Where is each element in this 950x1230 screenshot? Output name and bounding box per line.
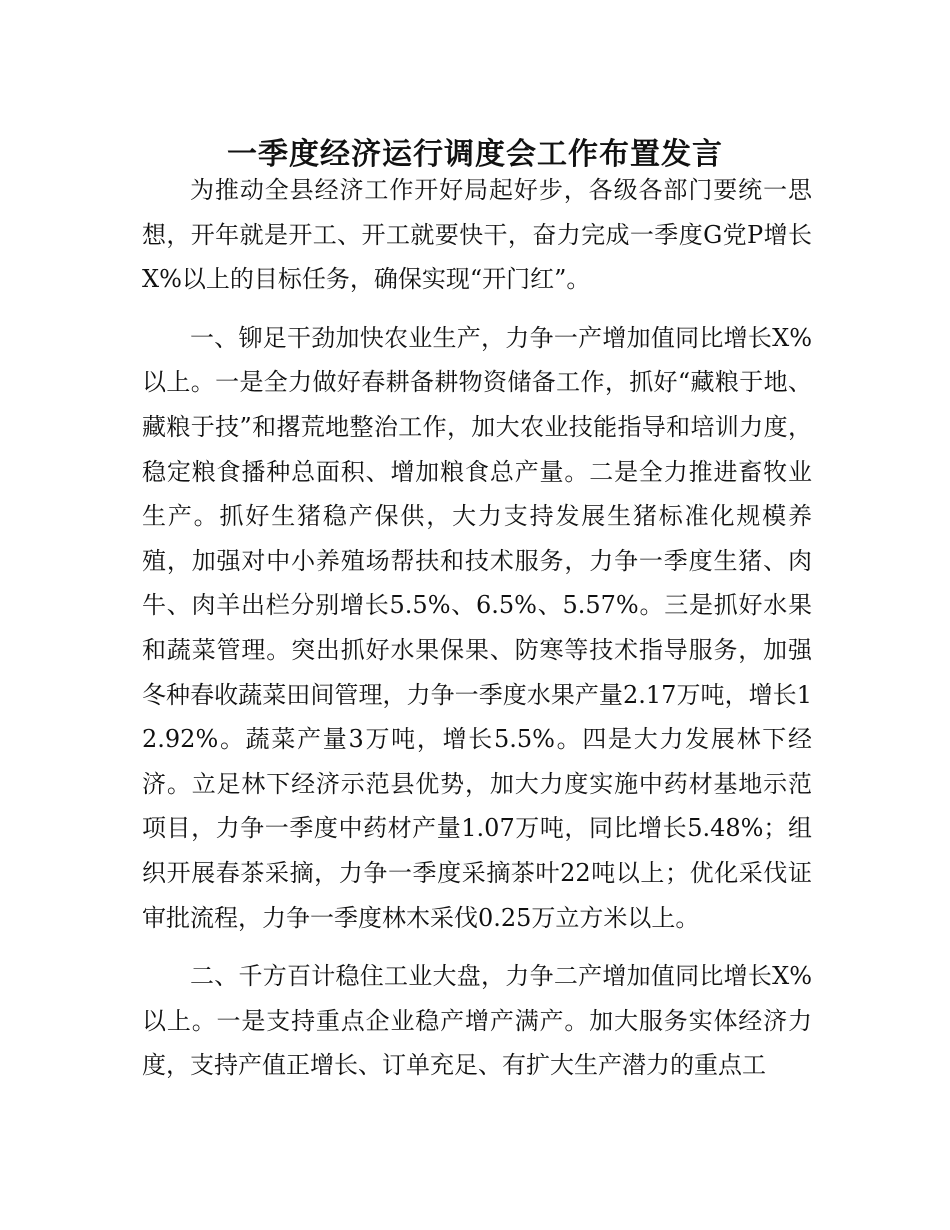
paragraph-industry: 二、千方百计稳住工业大盘，力争二产增加值同比增长X%以上。一是支持重点企业稳产增产满产。加大服务实体经济力度，支持产值正增长、订单充足、有扩大生产潜力的重点工 [142,962,812,1080]
paragraph-intro: 为推动全县经济工作开好局起好步，各级各部门要统一思想，开年就是开工、开工就要快干，奋力完成一季度G党P增长X%以上的目标任务，确保实现“开门红”。 [142,176,812,294]
paragraph-agriculture: 一、铆足干劲加快农业生产，力争一产增加值同比增长X%以上。一是全力做好春耕备耕物资储备工作，抓好“藏粮于地、藏粮于技”和撂荒地整治工作，加大农业技能指导和培训力度，稳定粮食播种总面积、增加粮食总产量。二是全力推进畜牧业生产。抓好生猪稳产保供，大力支持发展生猪标准化规模养殖，加强对中小养殖场帮扶和技术服务，力争一季度生猪、肉牛、肉羊出栏分别增长5.5%、6.5%、5.57%。三是抓好水果和蔬菜管理。突出抓好水果保果、防寒等技术指导服务，加强冬种春收蔬菜田间管理，力争一季度水果产量2.17万吨，增长12.92%。蔬菜产量3万吨，增长5.5%。四是大力发展林下经济。立足林下经济示范县优势，加大力度实施中药材基地示范项目，力争一季度中药材产量1.07万吨，同比增长5.48%；组织开展春茶采摘，力争一季度采摘茶叶22吨以上；优化采伐证审批流程，力争一季度林木采伐0.25万立方米以上。 [142,323,812,932]
document-body [142,168,812,1102]
document-title: 一季度经济运行调度会工作布置发言 [227,137,723,173]
